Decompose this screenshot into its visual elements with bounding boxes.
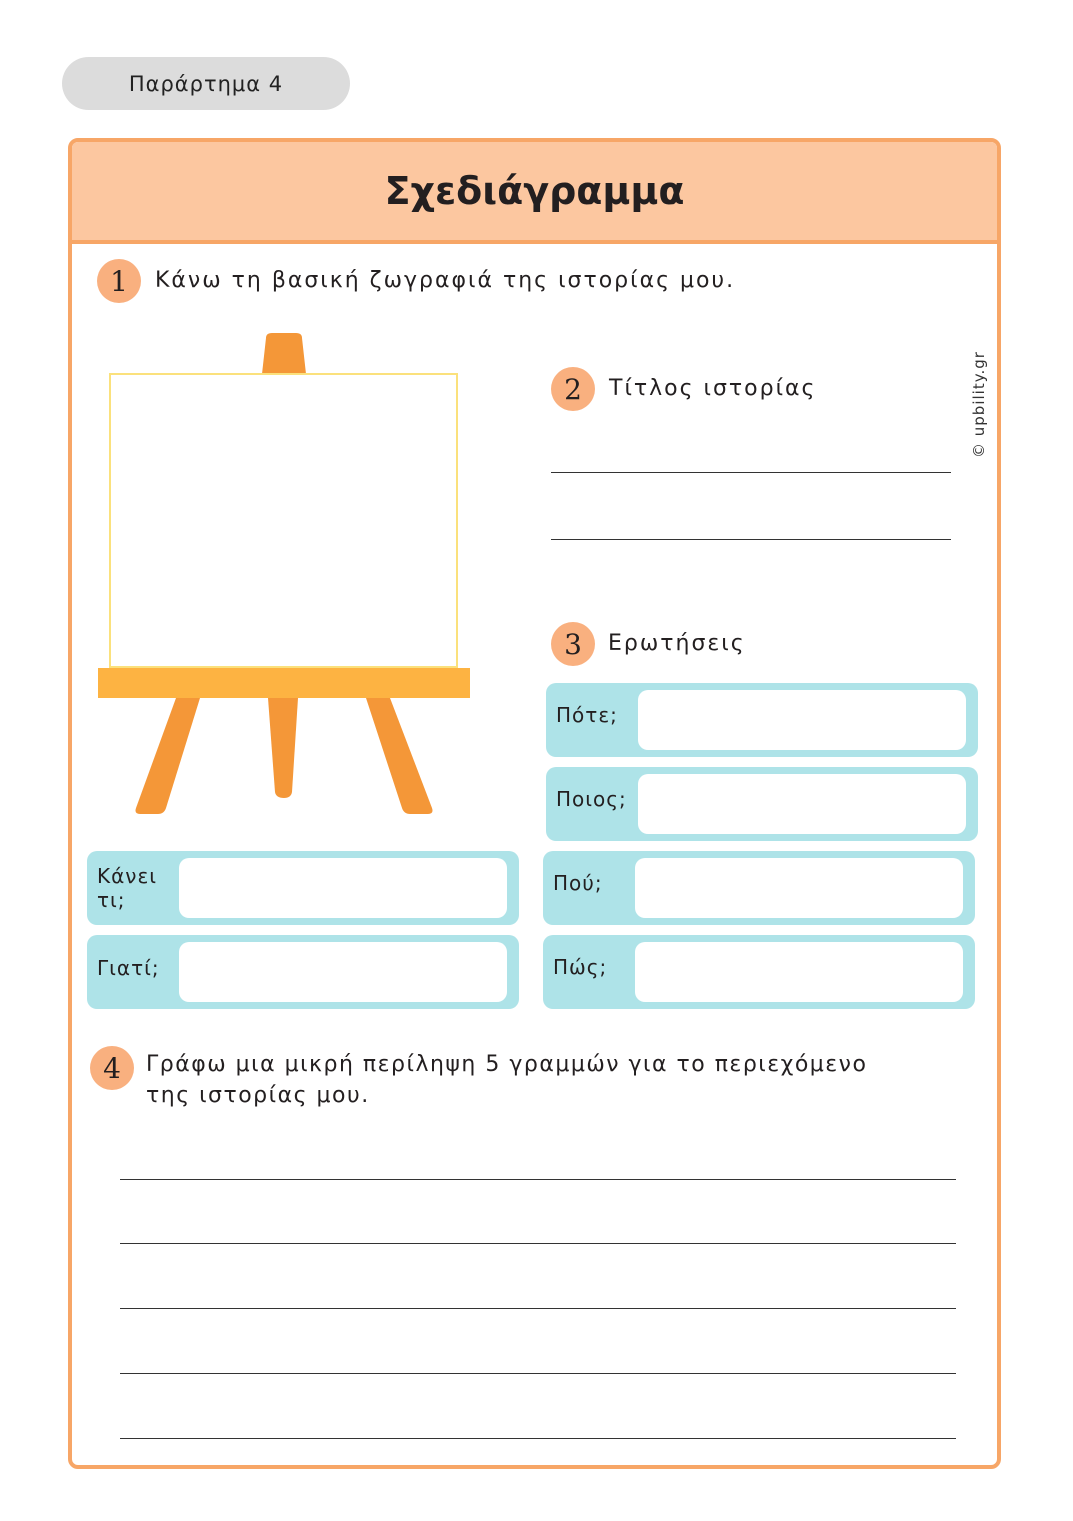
question-how-label: Πώς;	[553, 955, 608, 979]
answer-who-field[interactable]	[638, 774, 966, 834]
question-how	[543, 935, 975, 1009]
title-line-2[interactable]	[551, 539, 951, 540]
title-line-1[interactable]	[551, 472, 951, 473]
step-4-instruction-line-1: Γράφω μια μικρή περίληψη 5 γραμμών για το περιεχόμενο	[146, 1052, 868, 1077]
step-3-label: Ερωτήσεις	[608, 631, 746, 656]
question-why	[87, 935, 519, 1009]
question-when-label: Πότε;	[556, 703, 618, 727]
step-1-instruction: Κάνω τη βασική ζωγραφιά της ιστορίας μου.	[155, 268, 736, 293]
easel-left-leg	[136, 698, 201, 814]
summary-line-3[interactable]	[120, 1308, 956, 1309]
answer-why-field[interactable]	[179, 942, 507, 1002]
step-4-instruction-line-2: της ιστορίας μου.	[146, 1083, 370, 1108]
question-where-label: Πού;	[553, 871, 603, 895]
question-does-what-line-2: τι;	[97, 888, 126, 912]
easel-shelf	[98, 668, 470, 698]
answer-how-field[interactable]	[635, 942, 963, 1002]
summary-line-4[interactable]	[120, 1373, 956, 1374]
question-does-what-line-1: Κάνει	[97, 864, 158, 888]
easel-center-leg	[268, 698, 298, 798]
step-2-label: Τίτλος ιστορίας	[609, 376, 817, 401]
easel-illustration	[96, 330, 472, 818]
question-who	[546, 767, 978, 841]
answer-where-field[interactable]	[635, 858, 963, 918]
copyright-credit: © upbility.gr	[970, 351, 988, 458]
question-when	[546, 683, 978, 757]
step-2-badge: 2	[551, 367, 595, 411]
answer-does-what-field[interactable]	[179, 858, 507, 918]
appendix-tag: Παράρτημα 4	[62, 57, 350, 110]
easel-right-leg	[366, 698, 433, 814]
answer-when-field[interactable]	[638, 690, 966, 750]
drawing-canvas	[110, 374, 457, 667]
summary-line-2[interactable]	[120, 1243, 956, 1244]
step-3-badge: 3	[551, 622, 595, 666]
question-does-what-label	[97, 864, 157, 912]
question-where	[543, 851, 975, 925]
summary-line-5[interactable]	[120, 1438, 956, 1439]
question-who-label: Ποιος;	[556, 787, 627, 811]
question-why-label: Γιατί;	[97, 956, 160, 980]
easel-top-peg	[262, 333, 306, 374]
step-1-badge: 1	[97, 259, 141, 303]
summary-line-1[interactable]	[120, 1179, 956, 1180]
question-does-what	[87, 851, 519, 925]
page-title: Σχεδιάγραμμα	[72, 142, 997, 244]
step-4-badge: 4	[90, 1046, 134, 1090]
